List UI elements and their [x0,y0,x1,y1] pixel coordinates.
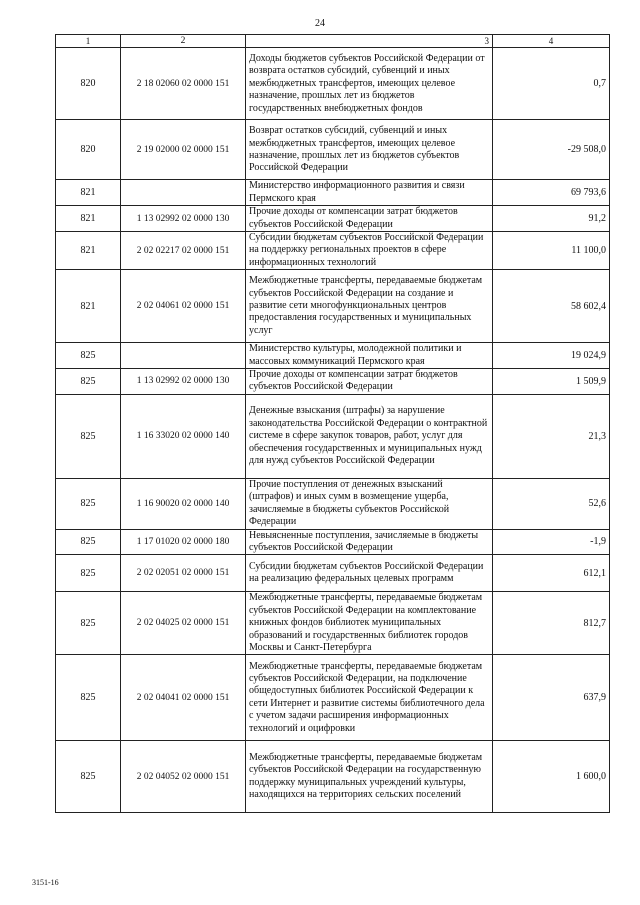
admin-code-cell: 825 [56,394,121,478]
amount-cell: 58 602,4 [493,270,610,343]
budget-code-cell: 1 13 02992 02 0000 130 [121,206,246,232]
income-name-cell: Прочие доходы от компенсации затрат бюджетов субъектов Российской Федерации [246,369,493,395]
admin-code-cell: 825 [56,343,121,369]
amount-cell: 52,6 [493,478,610,529]
table-body [56,48,610,813]
income-name-cell: Министерство информационного развития и связи Пермского края [246,180,493,206]
table-row [56,655,610,741]
admin-code-cell: 825 [56,478,121,529]
income-name-cell: Возврат остатков субсидий, субвенций и иных межбюджетных трансфертов, имеющих целевое назначение, прошлых лет из бюджетов субъектов Российской Федерации [246,120,493,180]
budget-code-cell: 2 02 04061 02 0000 151 [121,270,246,343]
income-name-cell: Межбюджетные трансферты, передаваемые бюджетам субъектов Российской Федерации на комплектование книжных фондов библиотек муниципальных образований и государственных библиотек городов Москвы и Санкт-Петербурга [246,592,493,655]
income-name-cell: Межбюджетные трансферты, передаваемые бюджетам субъектов Российской Федерации на государственную поддержку муниципальных учреждений культуры, находящихся на территориях сельских поселений [246,741,493,813]
income-name-cell: Межбюджетные трансферты, передаваемые бюджетам субъектов Российской Федерации, на подключение общедоступных библиотек Российской Федерации к сети Интернет и развитие системы библиотечного дела с учетом задачи расширения информационных технологий и оцифровки [246,655,493,741]
budget-code-cell: 2 02 02051 02 0000 151 [121,555,246,592]
amount-cell: -1,9 [493,529,610,555]
admin-code-cell: 821 [56,180,121,206]
admin-code-cell: 825 [56,555,121,592]
column-header-4: 4 [493,35,610,48]
table-row [56,343,610,369]
admin-code-cell: 825 [56,529,121,555]
budget-code-cell: 2 02 04025 02 0000 151 [121,592,246,655]
page-number: 24 [315,18,325,29]
footer-code: 3151-16 [32,878,59,887]
admin-code-cell: 821 [56,206,121,232]
budget-code-cell: 1 16 90020 02 0000 140 [121,478,246,529]
income-name-cell: Министерство культуры, молодежной политики и массовых коммуникаций Пермского края [246,343,493,369]
table-row [56,120,610,180]
admin-code-cell: 825 [56,592,121,655]
amount-cell: 11 100,0 [493,232,610,270]
amount-cell: 812,7 [493,592,610,655]
admin-code-cell: 825 [56,741,121,813]
amount-cell: 1 509,9 [493,369,610,395]
column-header-3: 3 [246,35,493,48]
budget-code-cell: 1 17 01020 02 0000 180 [121,529,246,555]
table-row [56,206,610,232]
amount-cell: 637,9 [493,655,610,741]
budget-code-cell [121,343,246,369]
amount-cell: 69 793,6 [493,180,610,206]
admin-code-cell: 825 [56,655,121,741]
table-row [56,529,610,555]
budget-code-cell: 1 16 33020 02 0000 140 [121,394,246,478]
amount-cell: 0,7 [493,48,610,120]
table-row [56,592,610,655]
budget-code-cell [121,180,246,206]
table-row [56,555,610,592]
admin-code-cell: 821 [56,270,121,343]
admin-code-cell: 825 [56,369,121,395]
column-header-1: 1 [56,35,121,48]
income-name-cell: Прочие доходы от компенсации затрат бюджетов субъектов Российской Федерации [246,206,493,232]
income-name-cell: Субсидии бюджетам субъектов Российской Федерации на поддержку региональных проектов в сфере информационных технологий [246,232,493,270]
amount-cell: 19 024,9 [493,343,610,369]
budget-code-cell: 2 02 04041 02 0000 151 [121,655,246,741]
table-row [56,180,610,206]
revenue-table [55,34,610,813]
column-header-2: 2 [121,35,246,48]
budget-code-cell: 2 02 02217 02 0000 151 [121,232,246,270]
table-header-row [56,35,610,48]
amount-cell: 21,3 [493,394,610,478]
admin-code-cell: 820 [56,48,121,120]
table-row [56,270,610,343]
table-row [56,232,610,270]
income-name-cell: Доходы бюджетов субъектов Российской Федерации от возврата остатков субсидий, субвенций и иных межбюджетных трансфертов, имеющих целевое назначение, прошлых лет из бюджетов государственных внебюджетных фондов [246,48,493,120]
table-row [56,741,610,813]
table-row [56,478,610,529]
admin-code-cell: 820 [56,120,121,180]
budget-code-cell: 1 13 02992 02 0000 130 [121,369,246,395]
income-name-cell: Субсидии бюджетам субъектов Российской Федерации на реализацию федеральных целевых программ [246,555,493,592]
amount-cell: 612,1 [493,555,610,592]
income-name-cell: Межбюджетные трансферты, передаваемые бюджетам субъектов Российской Федерации на создание и развитие сети многофункциональных центров предоставления государственных и муниципальных услуг [246,270,493,343]
budget-code-cell: 2 19 02000 02 0000 151 [121,120,246,180]
amount-cell: 91,2 [493,206,610,232]
budget-code-cell: 2 02 04052 02 0000 151 [121,741,246,813]
admin-code-cell: 821 [56,232,121,270]
table-row [56,48,610,120]
budget-code-cell: 2 18 02060 02 0000 151 [121,48,246,120]
income-name-cell: Денежные взыскания (штрафы) за нарушение законодательства Российской Федерации о контрактной системе в сфере закупок товаров, работ, услуг для обеспечения государственных и муниципальных нужд для нужд субъектов Российской Федерации [246,394,493,478]
table-row [56,394,610,478]
amount-cell: 1 600,0 [493,741,610,813]
table-row [56,369,610,395]
amount-cell: -29 508,0 [493,120,610,180]
income-name-cell: Прочие поступления от денежных взысканий (штрафов) и иных сумм в возмещение ущерба, зачисляемые в бюджеты субъектов Российской Федерации [246,478,493,529]
income-name-cell: Невыясненные поступления, зачисляемые в бюджеты субъектов Российской Федерации [246,529,493,555]
